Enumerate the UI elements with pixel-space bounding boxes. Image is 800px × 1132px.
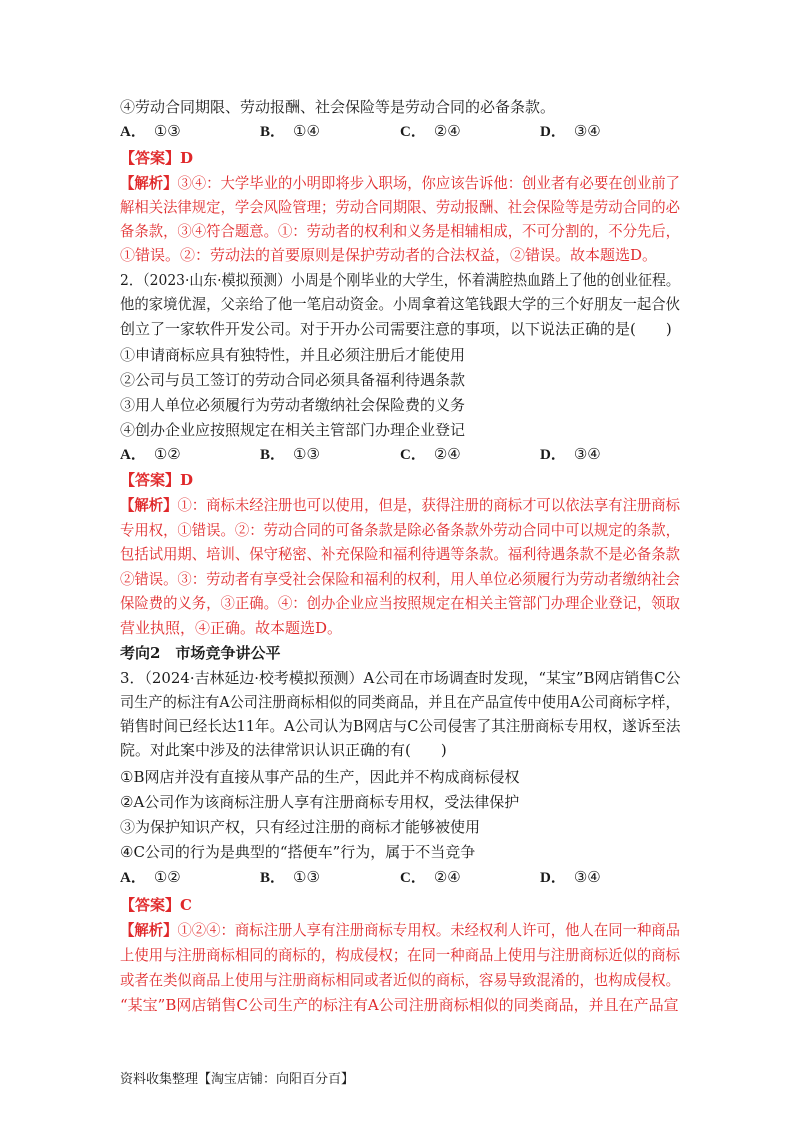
q3-answer: 【答案】C [120,896,192,914]
q2-analysis-line: 营业执照，④正确。故本题选D。 [120,619,343,637]
q1-answer: 【答案】D [120,149,194,167]
q2-item-1: ①申请商标应具有独特性，并且必须注册后才能使用 [120,346,466,364]
q1-analysis-line: 备条款，③④符合题意。①：劳动者的权利和义务是相辅相成，不可分割的，不分先后， [120,222,681,240]
option-a: A． ①② [120,868,181,886]
option-c: C． ②④ [400,868,461,886]
q3-stem-line: 院。对此案中涉及的法律常识认识正确的有( ) [120,741,447,759]
q3-analysis-line: 上使用与注册商标相同的商标的，构成侵权；在同一种商品上使用与注册商标近似的商标 [120,946,681,964]
q1-options [120,119,680,143]
q2-stem-line: 创立了一家软件开发公司。对于开办公司需要注意的事项，以下说法正确的是( ) [120,320,672,338]
footer-text: 资料收集整理【淘宝店铺：向阳百分百】 [120,1072,355,1087]
section-heading: 考向2 市场竞争讲公平 [120,644,281,662]
option-c: C． ②④ [400,445,461,463]
q3-analysis-line: 【解析】①②④：商标注册人享有注册商标专用权。未经权利人许可，他人在同一种商品 [120,921,681,939]
q3-stem-line: 3．（2024·吉林延边·校考模拟预测）A公司在市场调查时发现，“某宝”B网店销售C公 [120,669,681,687]
q3-options [120,865,680,889]
q2-stem-line: 2．（2023·山东·模拟预测）小周是个刚毕业的大学生，怀着满腔热血踏上了他的创业征程。 [120,271,680,289]
q1-analysis-line: 【解析】③④：大学毕业的小明即将步入职场，你应该告诉他：创业者有必要在创业前了 [120,174,681,192]
q2-item-3: ③用人单位必须履行为劳动者缴纳社会保险费的义务 [120,396,466,414]
q3-stem-line: 销售时间已经长达11年。A公司认为B网店与C公司侵害了其注册商标专用权，遂诉至法 [120,717,681,735]
option-d: D． ③④ [540,868,601,886]
q2-options [120,442,680,466]
q1-analysis-line: 解相关法律规定，学会风险管理；劳动合同期限、劳动报酬、社会保险等是劳动合同的必 [120,198,681,216]
q3-item-1: ①B网店并没有直接从事产品的生产，因此并不构成商标侵权 [120,768,520,786]
q3-item-4: ④C公司的行为是典型的“搭便车”行为，属于不当竞争 [120,843,476,861]
q3-item-3: ③为保护知识产权，只有经过注册的商标才能够被使用 [120,818,481,836]
option-d: D． ③④ [540,122,601,140]
option-a: A． ①③ [120,122,181,140]
q2-stem-line: 他的家境优渥，父亲给了他一笔启动资金。小周拿着这笔钱跟大学的三个好朋友一起合伙 [120,295,681,313]
q3-analysis-line: “某宝”B网店销售C公司生产的标注有A公司注册商标相似的同类商品，并且在产品宣 [120,996,679,1014]
q2-item-2: ②公司与员工签订的劳动合同必须具备福利待遇条款 [120,371,466,389]
q2-item-4: ④创办企业应按照规定在相关主管部门办理企业登记 [120,421,466,439]
q2-analysis-line: ②错误。③：劳动者有享受社会保险和福利的权利，用人单位必须履行为劳动者缴纳社会 [120,570,681,588]
q3-stem-line: 司生产的标注有A公司注册商标相似的同类商品，并且在产品宣传中使用A公司商标字样， [120,693,680,711]
q1-item-4: ④劳动合同期限、劳动报酬、社会保险等是劳动合同的必备条款。 [120,98,556,116]
option-b: B． ①④ [260,122,320,140]
option-c: C． ②④ [400,122,461,140]
q1-analysis-line: ①错误。②：劳动法的首要原则是保护劳动者的合法权益，②错误。故本题选D。 [120,246,658,264]
option-b: B． ①③ [260,868,320,886]
q3-item-2: ②A公司作为该商标注册人享有注册商标专用权，受法律保护 [120,793,520,811]
q2-analysis-line: 专用权，①错误。②：劳动合同的可备条款是除必备条款外劳动合同中可以规定的条款， [120,521,681,539]
q2-answer: 【答案】D [120,471,194,489]
option-a: A． ①② [120,445,181,463]
q3-analysis-line: 或者在类似商品上使用与注册商标相同或者近似的商标，容易导致混淆的，也构成侵权。 [120,971,681,989]
q2-analysis-line: 包括试用期、培训、保守秘密、补充保险和福利待遇等条款。福利待遇条款不是必备条款 [120,545,681,563]
option-b: B． ①③ [260,445,320,463]
option-d: D． ③④ [540,445,601,463]
q2-analysis-line: 保险费的义务，③正确。④：创办企业应当按照规定在相关主管部门办理企业登记，领取 [120,594,681,612]
q2-analysis-line: 【解析】①：商标未经注册也可以使用，但是，获得注册的商标才可以依法享有注册商标 [120,496,681,514]
